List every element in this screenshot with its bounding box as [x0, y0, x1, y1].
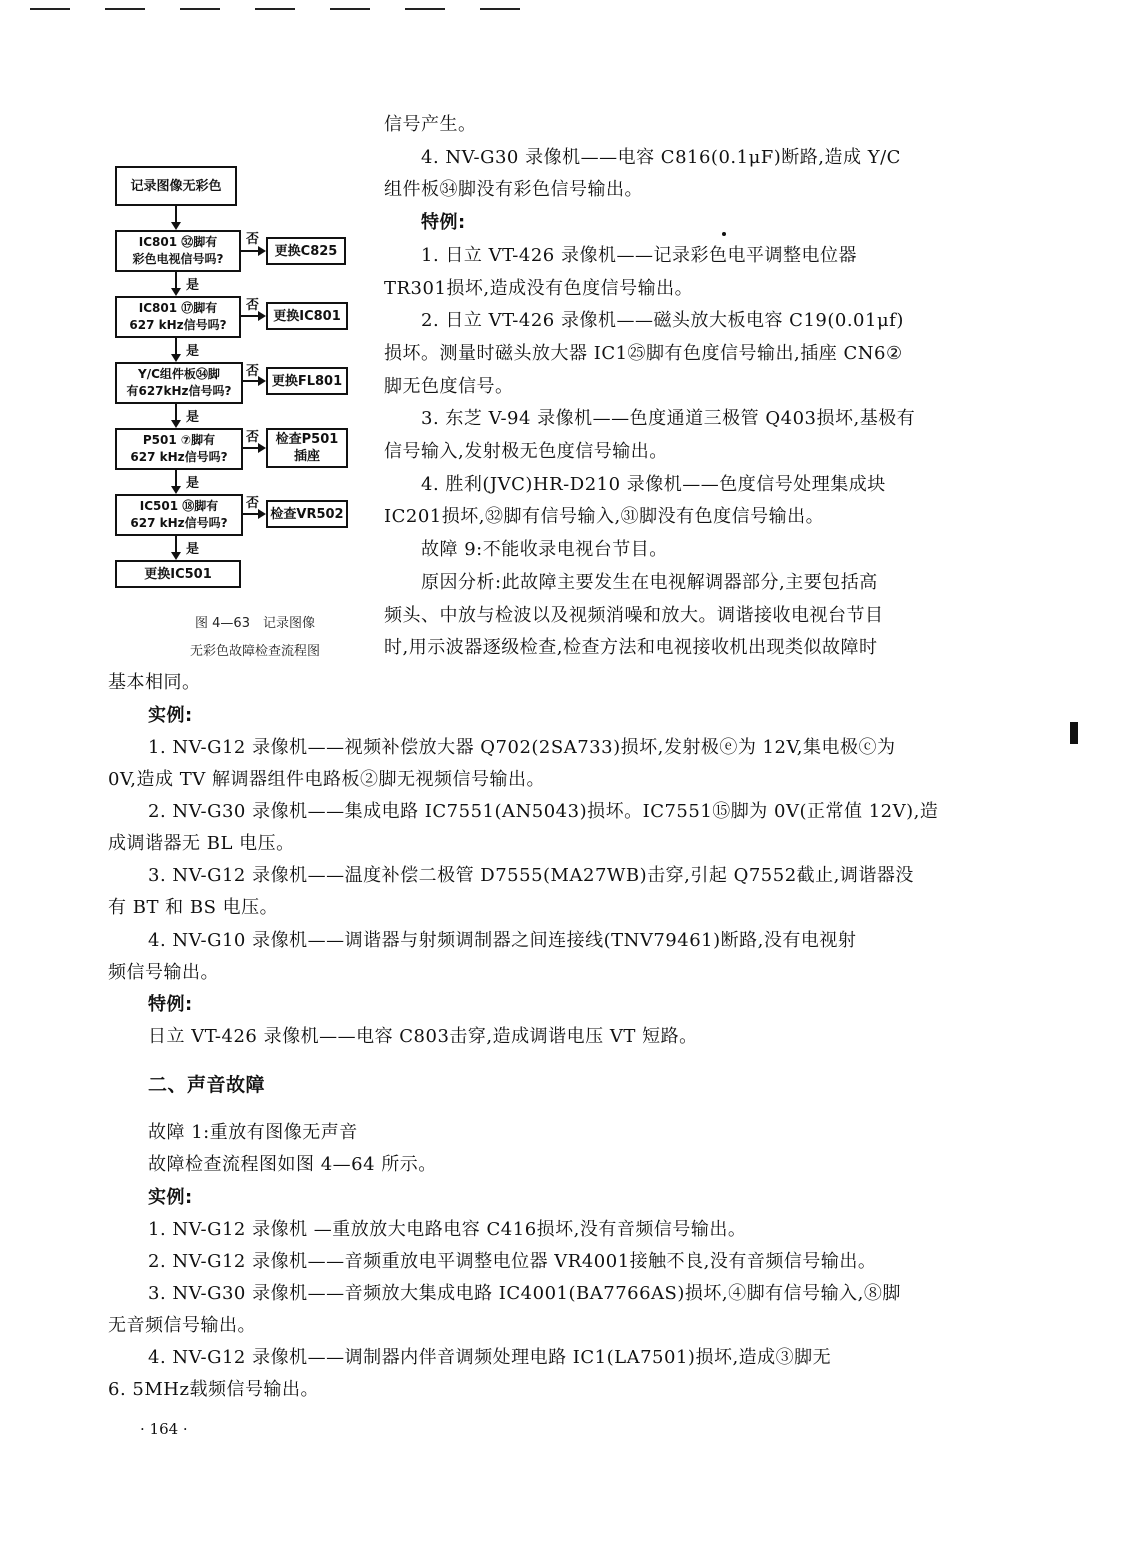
flow-action-box: 更换C825: [266, 237, 346, 265]
flow-no-label: 否: [246, 298, 260, 313]
text-line: 故障 9:不能收录电视台节目。: [384, 539, 668, 561]
text-line: 1. NV-G12 录像机 —重放放大电路电容 C416损坏,没有音频信号输出。: [148, 1219, 747, 1240]
text-line: 1. 日立 VT-426 录像机——记录彩色电平调整电位器: [384, 244, 857, 266]
text-line: 信号产生。: [384, 114, 477, 135]
margin-mark: [1070, 722, 1078, 744]
flow-no-label: 否: [246, 364, 260, 379]
text-line: 4. NV-G12 录像机——调制器内伴音调频处理电路 IC1(LA7501)损坏,造成③脚无: [148, 1347, 832, 1368]
flow-check-box: IC801 ㉜脚有 彩色电视信号吗?: [115, 230, 241, 272]
figure-caption: 无彩色故障检查流程图: [189, 644, 320, 659]
text-line: 4. NV-G10 录像机——调谐器与射频调制器之间连接线(TNV79461)断路,没有电视射: [148, 930, 857, 951]
flow-check-box: IC801 ⑰脚有 627 kHz信号吗?: [115, 296, 241, 338]
text-line: 实例:: [148, 1187, 193, 1208]
text-line: 实例:: [148, 705, 193, 726]
flow-yes-label: 是: [186, 278, 200, 293]
flow-check-box: Y/C组件板㉞脚 有627kHz信号吗?: [115, 362, 243, 404]
flow-action-box: 检查P501 插座: [266, 428, 348, 468]
text-line: 故障检查流程图如图 4—64 所示。: [148, 1154, 437, 1175]
text-line: 有 BT 和 BS 电压。: [108, 897, 279, 918]
flowchart: [0, 0, 380, 680]
flow-yes-label: 是: [186, 542, 200, 557]
text-line: 特例:: [384, 212, 466, 234]
text-line: IC201损坏,㉜脚有信号输入,㉛脚没有色度信号输出。: [384, 506, 825, 528]
text-line: 日立 VT-426 录像机——电容 C803击穿,造成调谐电压 VT 短路。: [148, 1026, 698, 1047]
flow-yes-label: 是: [186, 344, 200, 359]
text-line: 0V,造成 TV 解调器组件电路板②脚无视频信号输出。: [108, 769, 545, 790]
text-line: 3. 东芝 V-94 录像机——色度通道三极管 Q403损坏,基极有: [384, 408, 916, 430]
text-line: 1. NV-G12 录像机——视频补偿放大器 Q702(2SA733)损坏,发射极ⓔ为 12V,集电极ⓒ为: [148, 737, 896, 758]
text-line: 6. 5MHz载频信号输出。: [108, 1379, 319, 1400]
page-number: · 164 ·: [140, 1420, 188, 1438]
flow-yes-label: 是: [186, 410, 200, 425]
text-line: 组件板㉞脚没有彩色信号输出。: [384, 179, 643, 201]
text-line: TR301损坏,造成没有色度信号输出。: [384, 277, 694, 299]
text-line: 2. 日立 VT-426 录像机——磁头放大板电容 C19(0.01μf): [384, 310, 904, 332]
text-line: 特例:: [148, 994, 193, 1015]
text-line: 频头、中放与检波以及视频消噪和放大。调谐接收电视台节目: [384, 604, 884, 626]
flow-check-box: IC501 ⑱脚有 627 kHz信号吗?: [115, 494, 243, 536]
scan-speck: [722, 232, 726, 236]
text-line: 信号输入,发射极无色度信号输出。: [384, 441, 668, 462]
text-line: 无音频信号输出。: [108, 1315, 256, 1336]
text-line: 3. NV-G12 录像机——温度补偿二极管 D7555(MA27WB)击穿,引起 Q7552截止,调谐器没: [148, 865, 914, 886]
text-line: 4. NV-G30 录像机——电容 C816(0.1μF)断路,造成 Y/C: [384, 146, 901, 168]
text-line: 2. NV-G30 录像机——集成电路 IC7551(AN5043)损坏。IC7551⑮脚为 0V(正常值 12V),造: [148, 801, 939, 822]
text-line: 时,用示波器逐级检查,检查方法和电视接收机出现类似故障时: [384, 637, 878, 659]
figure-caption: 图 4—63 记录图像: [195, 616, 315, 631]
flow-check-box: P501 ⑦脚有 627 kHz信号吗?: [115, 428, 243, 470]
text-line: 4. 胜利(JVC)HR-D210 录像机——色度信号处理集成块: [384, 473, 886, 495]
flow-yes-label: 是: [186, 476, 200, 491]
flow-end-box: 更换IC501: [115, 560, 241, 588]
flow-action-box: 检查VR502: [266, 500, 348, 528]
scan-edge-line: [405, 8, 445, 10]
text-line: 2. NV-G12 录像机——音频重放电平调整电位器 VR4001接触不良,没有音频信号输出。: [148, 1251, 877, 1272]
flow-action-box: 更换IC801: [266, 302, 348, 330]
flow-action-box: 更换FL801: [266, 367, 348, 395]
flow-no-label: 否: [246, 232, 260, 247]
text-line: 成调谐器无 BL 电压。: [108, 833, 295, 854]
flow-no-label: 否: [246, 430, 260, 445]
text-line: 3. NV-G30 录像机——音频放大集成电路 IC4001(BA7766AS)损坏,④脚有信号输入,⑧脚: [148, 1283, 901, 1304]
flow-no-label: 否: [246, 496, 260, 511]
text-line: 基本相同。: [108, 672, 201, 693]
scan-edge-line: [480, 8, 520, 10]
text-line: 故障 1:重放有图像无声音: [148, 1122, 358, 1143]
flow-start-box: 记录图像无彩色: [115, 166, 237, 206]
text-line: 脚无色度信号。: [384, 375, 514, 397]
text-line: 原因分析:此故障主要发生在电视解调器部分,主要包括高: [384, 571, 878, 593]
section-heading: 二、声音故障: [148, 1074, 266, 1096]
text-line: 损坏。测量时磁头放大器 IC1㉕脚有色度信号输出,插座 CN6②: [384, 342, 903, 364]
text-line: 频信号输出。: [108, 962, 219, 983]
